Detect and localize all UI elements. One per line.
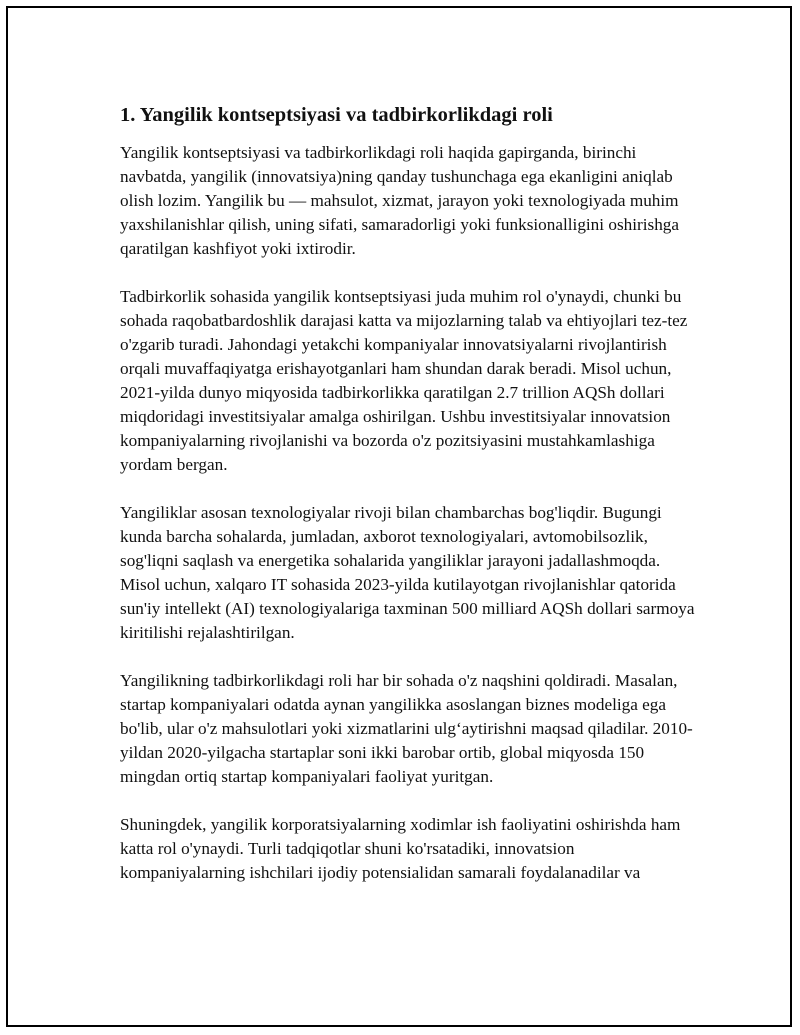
paragraph-2: Tadbirkorlik sohasida yangilik kontseptsiyasi juda muhim rol o'ynaydi, chunki bu sohada raqobatbardoshlik darajasi katta va mijozlarning talab va ehtiyojlari tez-tez o'zgarib turadi. Jahondagi yetakchi kompaniyalar innovatsiyalarni rivojlantirish orqali muvaffaqiyatga erishayotganlari ham shundan darak beradi. Misol uchun, 2021-yilda dunyo miqyosida tadbirkorlikka qaratilgan 2.7 trillion AQSh dollari miqdoridagi investitsiyalar amalga oshirilgan. Ushbu investitsiyalar innovatsion kompaniyalarning rivojlanishi va bozorda o'z pozitsiyasini mustahkamlashiga yordam bergan.	[120, 287, 688, 474]
paragraph-3: Yangiliklar asosan texnologiyalar rivoji bilan chambarchas bog'liqdir. Bugungi kunda barcha sohalarda, jumladan, axborot texnologiyalari, avtomobilsozlik, sog'liqni saqlash va energetika sohalarida yangiliklar jarayoni jadallashmoqda. Misol uchun, xalqaro IT sohasida 2023-yilda kutilayotgan rivojlanishlar qatorida sun'iy intellekt (AI) texnologiyalariga taxminan 500 milliard AQSh dollari sarmoya kiritilishi rejalashtirilgan.	[120, 503, 695, 642]
document-body	[120, 102, 700, 909]
page-frame	[6, 6, 792, 1027]
section-heading: 1. Yangilik kontseptsiyasi va tadbirkorlikdagi roli	[120, 104, 553, 126]
paragraph-4: Yangilikning tadbirkorlikdagi roli har bir sohada o'z naqshini qoldiradi. Masalan, startap kompaniyalari odatda aynan yangilikka asoslangan biznes modeliga ega bo'lib, ular o'z mahsulotlari yoki xizmatlarini ulg‘aytirishni maqsad qiladilar. 2010-yildan 2020-yilgacha startaplar soni ikki barobar ortib, global miqyosda 150 mingdan ortiq startap kompaniyalari faoliyat yuritgan.	[120, 671, 693, 786]
paragraph-5: Shuningdek, yangilik korporatsiyalarning xodimlar ish faoliyatini oshirishda ham katta rol o'ynaydi. Turli tadqiqotlar shuni ko'rsatadiki, innovatsion kompaniyalarning ishchilari ijodiy potensialidan samarali foydalanadilar va	[120, 815, 681, 882]
paragraph-1: Yangilik kontseptsiyasi va tadbirkorlikdagi roli haqida gapirganda, birinchi navbatda, yangilik (innovatsiya)ning qanday tushunchaga ega ekanligini aniqlab olish lozim. Yangilik bu — mahsulot, xizmat, jarayon yoki texnologiyada muhim yaxshilanishlar qilish, uning sifati, samaradorligi yoki funksionalligini oshirishga qaratilgan kashfiyot yoki ixtirodir.	[120, 143, 680, 258]
